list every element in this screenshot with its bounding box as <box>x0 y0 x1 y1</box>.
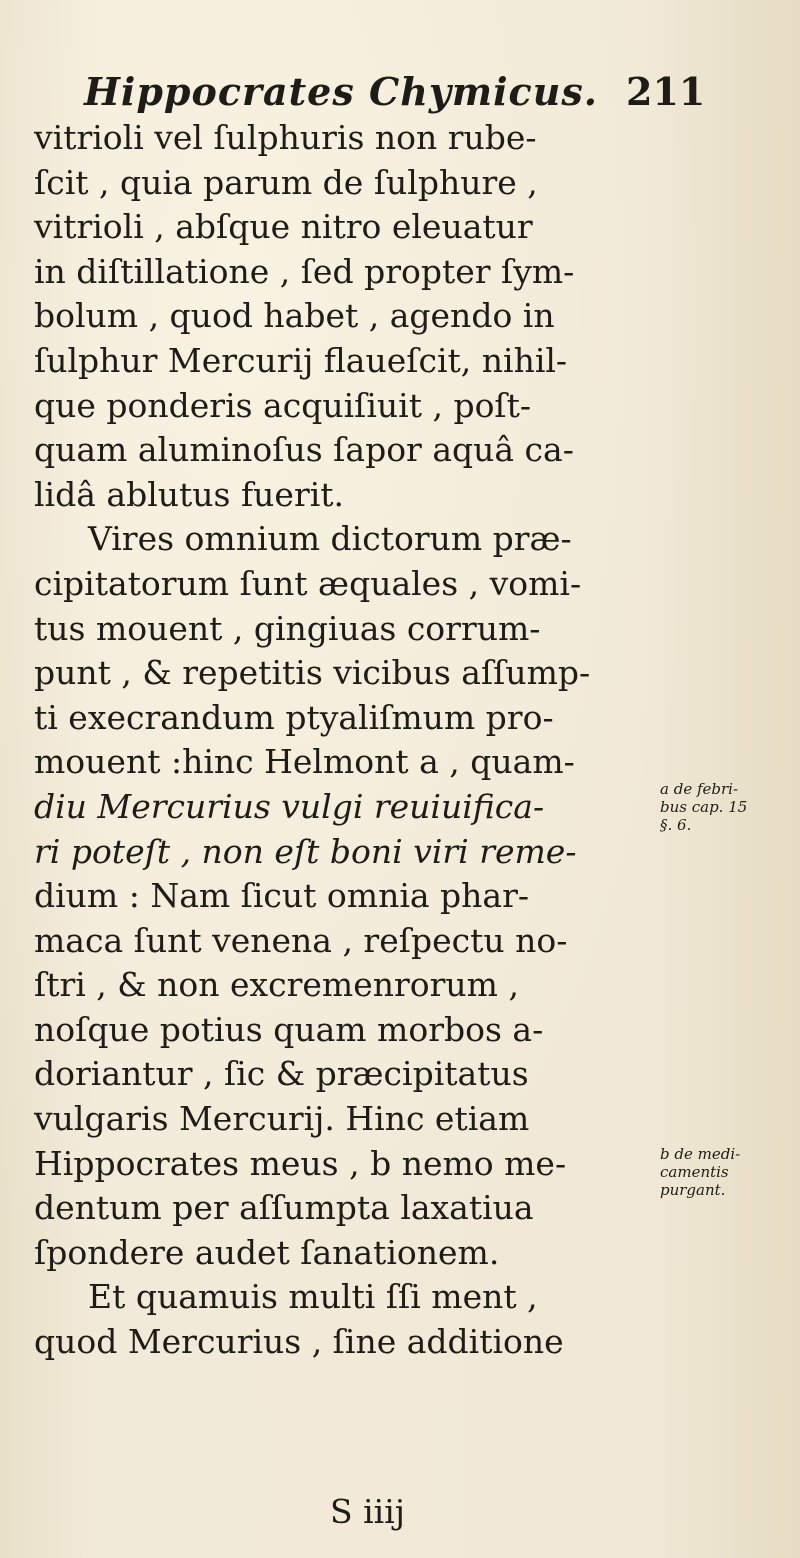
text-line: dium : Nam ſicut omnia phar- <box>34 876 530 916</box>
text-line: vitrioli , abſque nitro eleuatur <box>34 207 533 247</box>
text-line: quod Mercurius , ſine additione <box>34 1322 564 1362</box>
text-line: ſpondere audet ſanationem. <box>34 1232 500 1272</box>
signature-mark: S iiij <box>330 1492 405 1531</box>
text-line: noſque potius quam morbos a- <box>34 1009 544 1049</box>
text-line: vitrioli vel ſulphuris non rube- <box>34 118 537 157</box>
margin-note-line: b de medi- <box>660 1145 741 1163</box>
margin-note-line: §. 6. <box>660 816 692 834</box>
margin-note-line: camentis <box>660 1163 729 1181</box>
text-line: mouent :hinc Helmont a , quam- <box>34 742 575 782</box>
text-line: Hippocrates meus , b nemo me- <box>34 1143 567 1183</box>
paragraph-start-line: Et quamuis multi ſſi ment , <box>88 1277 538 1317</box>
text-line: ſcit , quia parum de ſulphure , <box>34 162 538 202</box>
page-number: 211 <box>626 69 706 114</box>
text-line: vulgaris Mercurij. Hinc etiam <box>34 1099 530 1139</box>
quoted-line: ri poteſt , non eſt boni viri reme- <box>34 831 577 871</box>
text-line: bolum , quod habet , agendo in <box>34 296 555 336</box>
text-line: quam aluminoſus ſapor aquâ ca- <box>34 430 574 470</box>
paragraph-start-line: Vires omnium dictorum præ- <box>88 519 572 559</box>
margin-note-b <box>660 1145 800 1199</box>
margin-note-line: purgant. <box>660 1181 726 1199</box>
text-line: ſulphur Mercurij flaueſcit, nihil- <box>34 340 568 380</box>
text-line: doriantur , ſic & præcipitatus <box>34 1054 529 1094</box>
text-line: que ponderis acquiſiuit , poſt- <box>34 385 532 425</box>
text-line: dentum per aſſumpta laxatiua <box>34 1188 534 1228</box>
margin-note-line: a de febri- <box>660 780 739 798</box>
text-line: ſtri , & non excremenrorum , <box>34 965 519 1005</box>
text-line: in diſtillatione , ſed propter ſym- <box>34 251 575 291</box>
running-title: Hippocrates Chymicus. <box>84 69 598 114</box>
text-line: cipitatorum ſunt æquales , vomi- <box>34 563 582 603</box>
text-line: ti execrandum ptyaliſmum pro- <box>34 697 554 737</box>
page-header <box>84 68 706 116</box>
text-line: tus mouent , gingiuas corrum- <box>34 608 541 648</box>
quoted-line: diu Mercurius vulgi reuiuifica- <box>34 786 545 826</box>
text-line: maca ſunt venena , reſpectu no- <box>34 920 568 960</box>
margin-note-a <box>660 780 800 834</box>
body-text <box>34 116 614 1365</box>
margin-note-line: bus cap. 15 <box>660 798 748 816</box>
text-line: punt , & repetitis vicibus aſſump- <box>34 653 591 693</box>
text-line: lidâ ablutus fuerit. <box>34 474 345 514</box>
